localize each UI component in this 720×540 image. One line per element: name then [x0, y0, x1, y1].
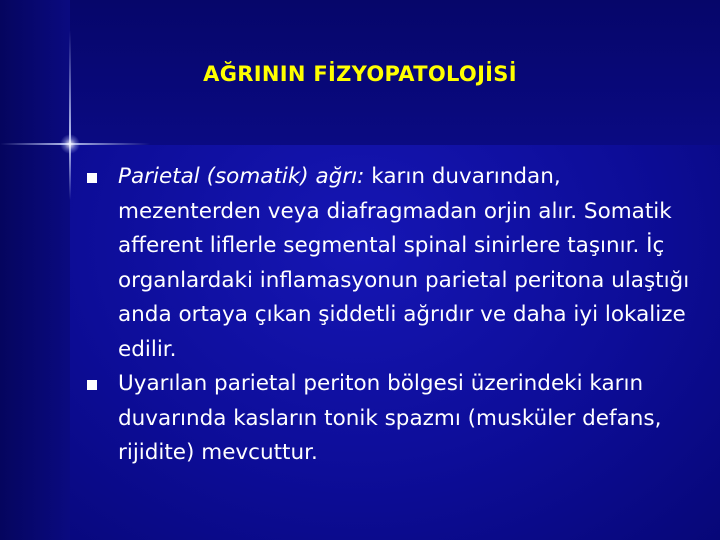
bullet-list: [84, 160, 694, 471]
decorative-star-glow: [60, 134, 80, 154]
bullet-term: Parietal (somatik) ağrı:: [118, 164, 365, 189]
bullet-item-periton: [84, 367, 694, 471]
slide-title: AĞRININ FİZYOPATOLOJİSİ: [203, 62, 517, 86]
square-bullet-icon: [87, 380, 97, 390]
bullet-text: karın duvarından, mezenterden veya diafragmadan orjin alır. Somatik afferent liflerle segmental spinal sinirlere taşınır. İç organlardaki inflamasyonun parietal peritona ulaştığı anda ortaya çıkan şiddetli ağrıdır ve daha iyi lokalize edilir.: [118, 164, 690, 362]
bullet-item-parietal: [84, 160, 694, 367]
square-bullet-icon: [87, 173, 97, 183]
decorative-star-vertical: [69, 30, 71, 200]
bullet-text: Uyarılan parietal periton bölgesi üzerindeki karın duvarında kasların tonik spazmı (musküler defans, rijidite) mevcuttur.: [118, 371, 662, 465]
